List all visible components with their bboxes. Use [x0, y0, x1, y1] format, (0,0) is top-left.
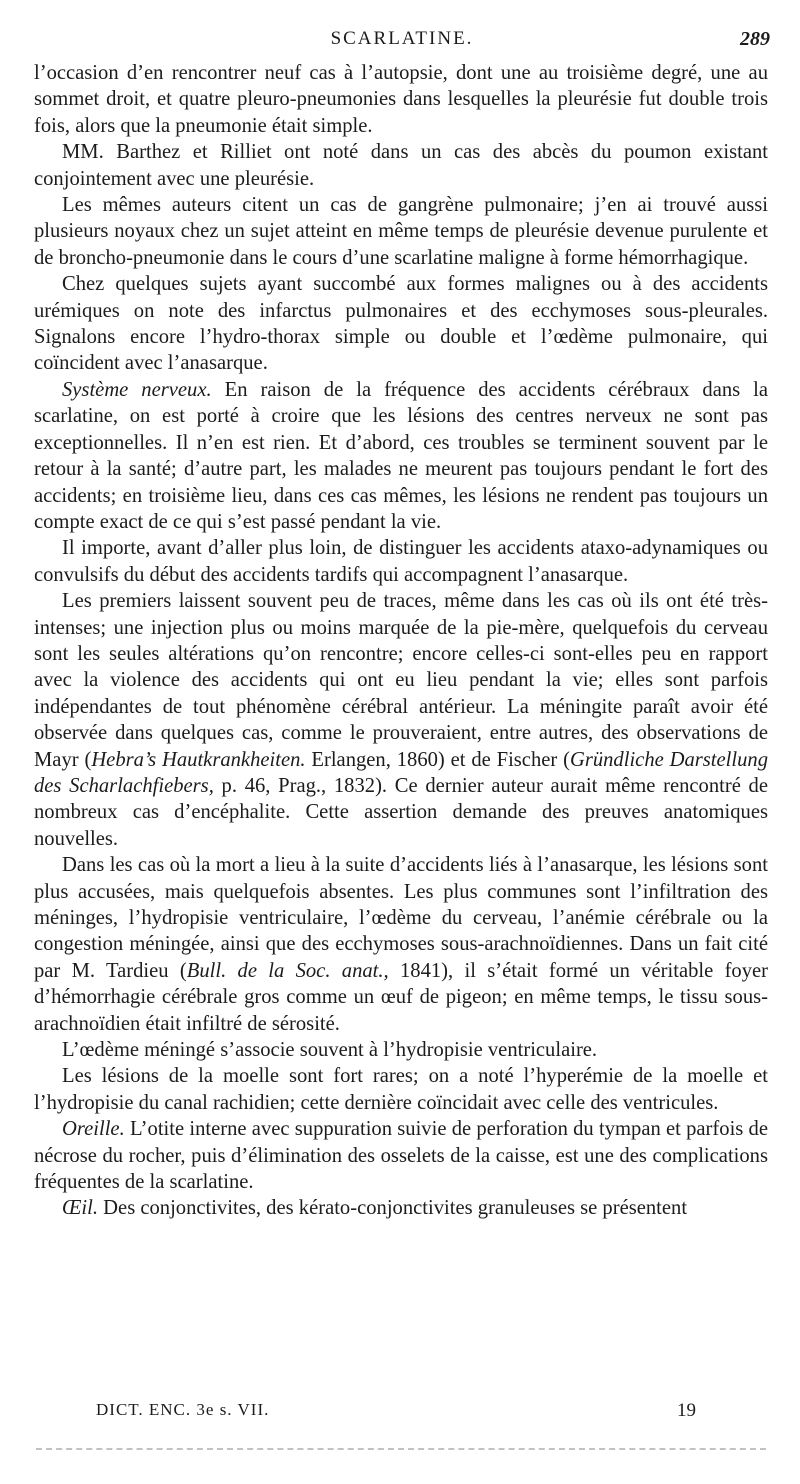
paragraph	[34, 1063, 768, 1116]
text-run: p. 46, Prag., 1832). Ce dernier auteur aurait même rencontré de nombreux cas d’encéphalite. Cette assertion demande des preuves anatomiques nouvelles.	[34, 774, 768, 850]
text-run: L’œdème méningé s’associe souvent à l’hydropisie ventriculaire.	[62, 1039, 598, 1062]
signature-mark: DICT. ENC. 3e s. VII.	[96, 1400, 270, 1419]
sheet-number: 19	[677, 1400, 696, 1421]
text-run: Des conjonctivites, des kérato-conjonctivites granuleuses se présentent	[98, 1197, 688, 1220]
italic-run: Œil.	[62, 1197, 99, 1220]
paragraph	[34, 60, 768, 139]
text-run: Dans les cas où la mort a lieu à la suite d’accidents liés à l’anasarque, les lésions sont plus accusées, mais quelquefois absentes. Les plus communes sont l’infiltration des méninges, l’hydropisie ventriculaire, l’œdème du cerveau, l’anémie cérébrale ou la congestion méningée, ainsi que des ecchymoses sous-arachnoïdiennes. Dans un fait cité par M. Tardieu (	[34, 854, 768, 982]
paragraph	[34, 535, 768, 588]
running-head-title: SCARLATINE.	[330, 28, 474, 49]
paragraph	[34, 377, 768, 535]
page-number: 289	[740, 28, 770, 50]
running-head	[34, 28, 770, 58]
text-run: L’otite interne avec suppuration suivie de perforation du tympan et parfois de nécrose du rocher, puis d’élimination des osselets de la caisse, est une des complications fréquentes de la scarlatine.	[34, 1118, 768, 1194]
paragraph	[34, 1195, 768, 1221]
italic-run: Oreille.	[62, 1118, 125, 1141]
paragraph	[34, 852, 768, 1037]
show-through-rule	[36, 1448, 766, 1450]
text-run: 1841), il s’était formé un véritable foyer d’hémorrhagie cérébrale gros comme un œuf de pigeon; en même temps, le tissu sous-arachnoïdien était infiltré de sérosité.	[34, 959, 769, 1035]
paragraph	[34, 588, 768, 852]
text-run: Chez quelques sujets ayant succombé aux formes malignes ou à des accidents urémiques on note des infarctus pulmonaires et des ecchymoses sous-pleurales. Signalons encore l’hydro-thorax simple ou double et l’œdème pulmonaire, qui coïncident avec l’anasarque.	[34, 273, 768, 375]
body-text	[34, 60, 768, 1222]
paragraph	[34, 1116, 768, 1195]
italic-run: Gründliche Darstellung des Scharlachfiebers,	[34, 748, 768, 797]
paragraph	[34, 192, 768, 271]
text-run: Les mêmes auteurs citent un cas de gangrène pulmonaire; j’en ai trouvé aussi plusieurs noyaux chez un sujet atteint en même temps de pleurésie devenue purulente et de broncho-pneumonie dans le cours d’une scarlatine maligne à forme hémorrhagique.	[34, 194, 768, 269]
text-run: MM. Barthez et Rilliet ont noté dans un cas des abcès du poumon existant conjointement avec une pleurésie.	[34, 141, 768, 190]
text-run: l’occasion d’en rencontrer neuf cas à l’autopsie, dont une au troisième degré, une au sommet droit, et quatre pleuro-pneumonies dans lesquelles la pleurésie fut double trois fois, alors que la pneumonie était simple.	[34, 62, 768, 137]
paragraph	[34, 139, 768, 192]
text-run: Les lésions de la moelle sont fort rares; on a noté l’hyperémie de la moelle et l’hydropisie du canal rachidien; cette dernière coïncidait avec celle des ventricules.	[34, 1065, 768, 1114]
italic-run: Système nerveux.	[62, 378, 212, 401]
paragraph	[34, 271, 768, 377]
text-run: Erlangen, 1860) et de Fischer (	[305, 748, 570, 771]
signature-footer	[96, 1400, 696, 1426]
italic-run: Hebra’s Hautkrankheiten.	[91, 748, 306, 771]
paragraph	[34, 1037, 768, 1063]
italic-run: Bull. de la Soc. anat.,	[186, 959, 389, 982]
text-run: Les premiers laissent souvent peu de traces, même dans les cas où ils ont été très-intenses; une injection plus ou moins marquée de la pie-mère, quelquefois du cerveau sont les seules altérations qu’on rencontre; encore celles-ci sont-elles peu en rapport avec la violence des accidents qui ont eu lieu pendant la vie; elles sont parfois indépendantes de tout phénomène cérébral antérieur. La méningite paraît avoir été observée dans quelques cas, comme le prouveraient, entre autres, des observations de Mayr (	[34, 590, 768, 771]
text-run: Il importe, avant d’aller plus loin, de distinguer les accidents ataxo-adynamiques ou convulsifs du début des accidents tardifs qui accompagnent l’anasarque.	[34, 537, 768, 586]
text-run: En raison de la fréquence des accidents cérébraux dans la scarlatine, on est porté à croire que les lésions des centres nerveux ne sont pas exceptionnelles. Il n’en est rien. Et d’abord, ces troubles se terminent souvent par le retour à la santé; d’autre part, les malades ne meurent pas toujours pendant le fort des accidents; en troisième lieu, dans ces cas mêmes, les lésions ne rendent pas toujours un compte exact de ce qui s’est passé pendant la vie.	[34, 378, 768, 533]
